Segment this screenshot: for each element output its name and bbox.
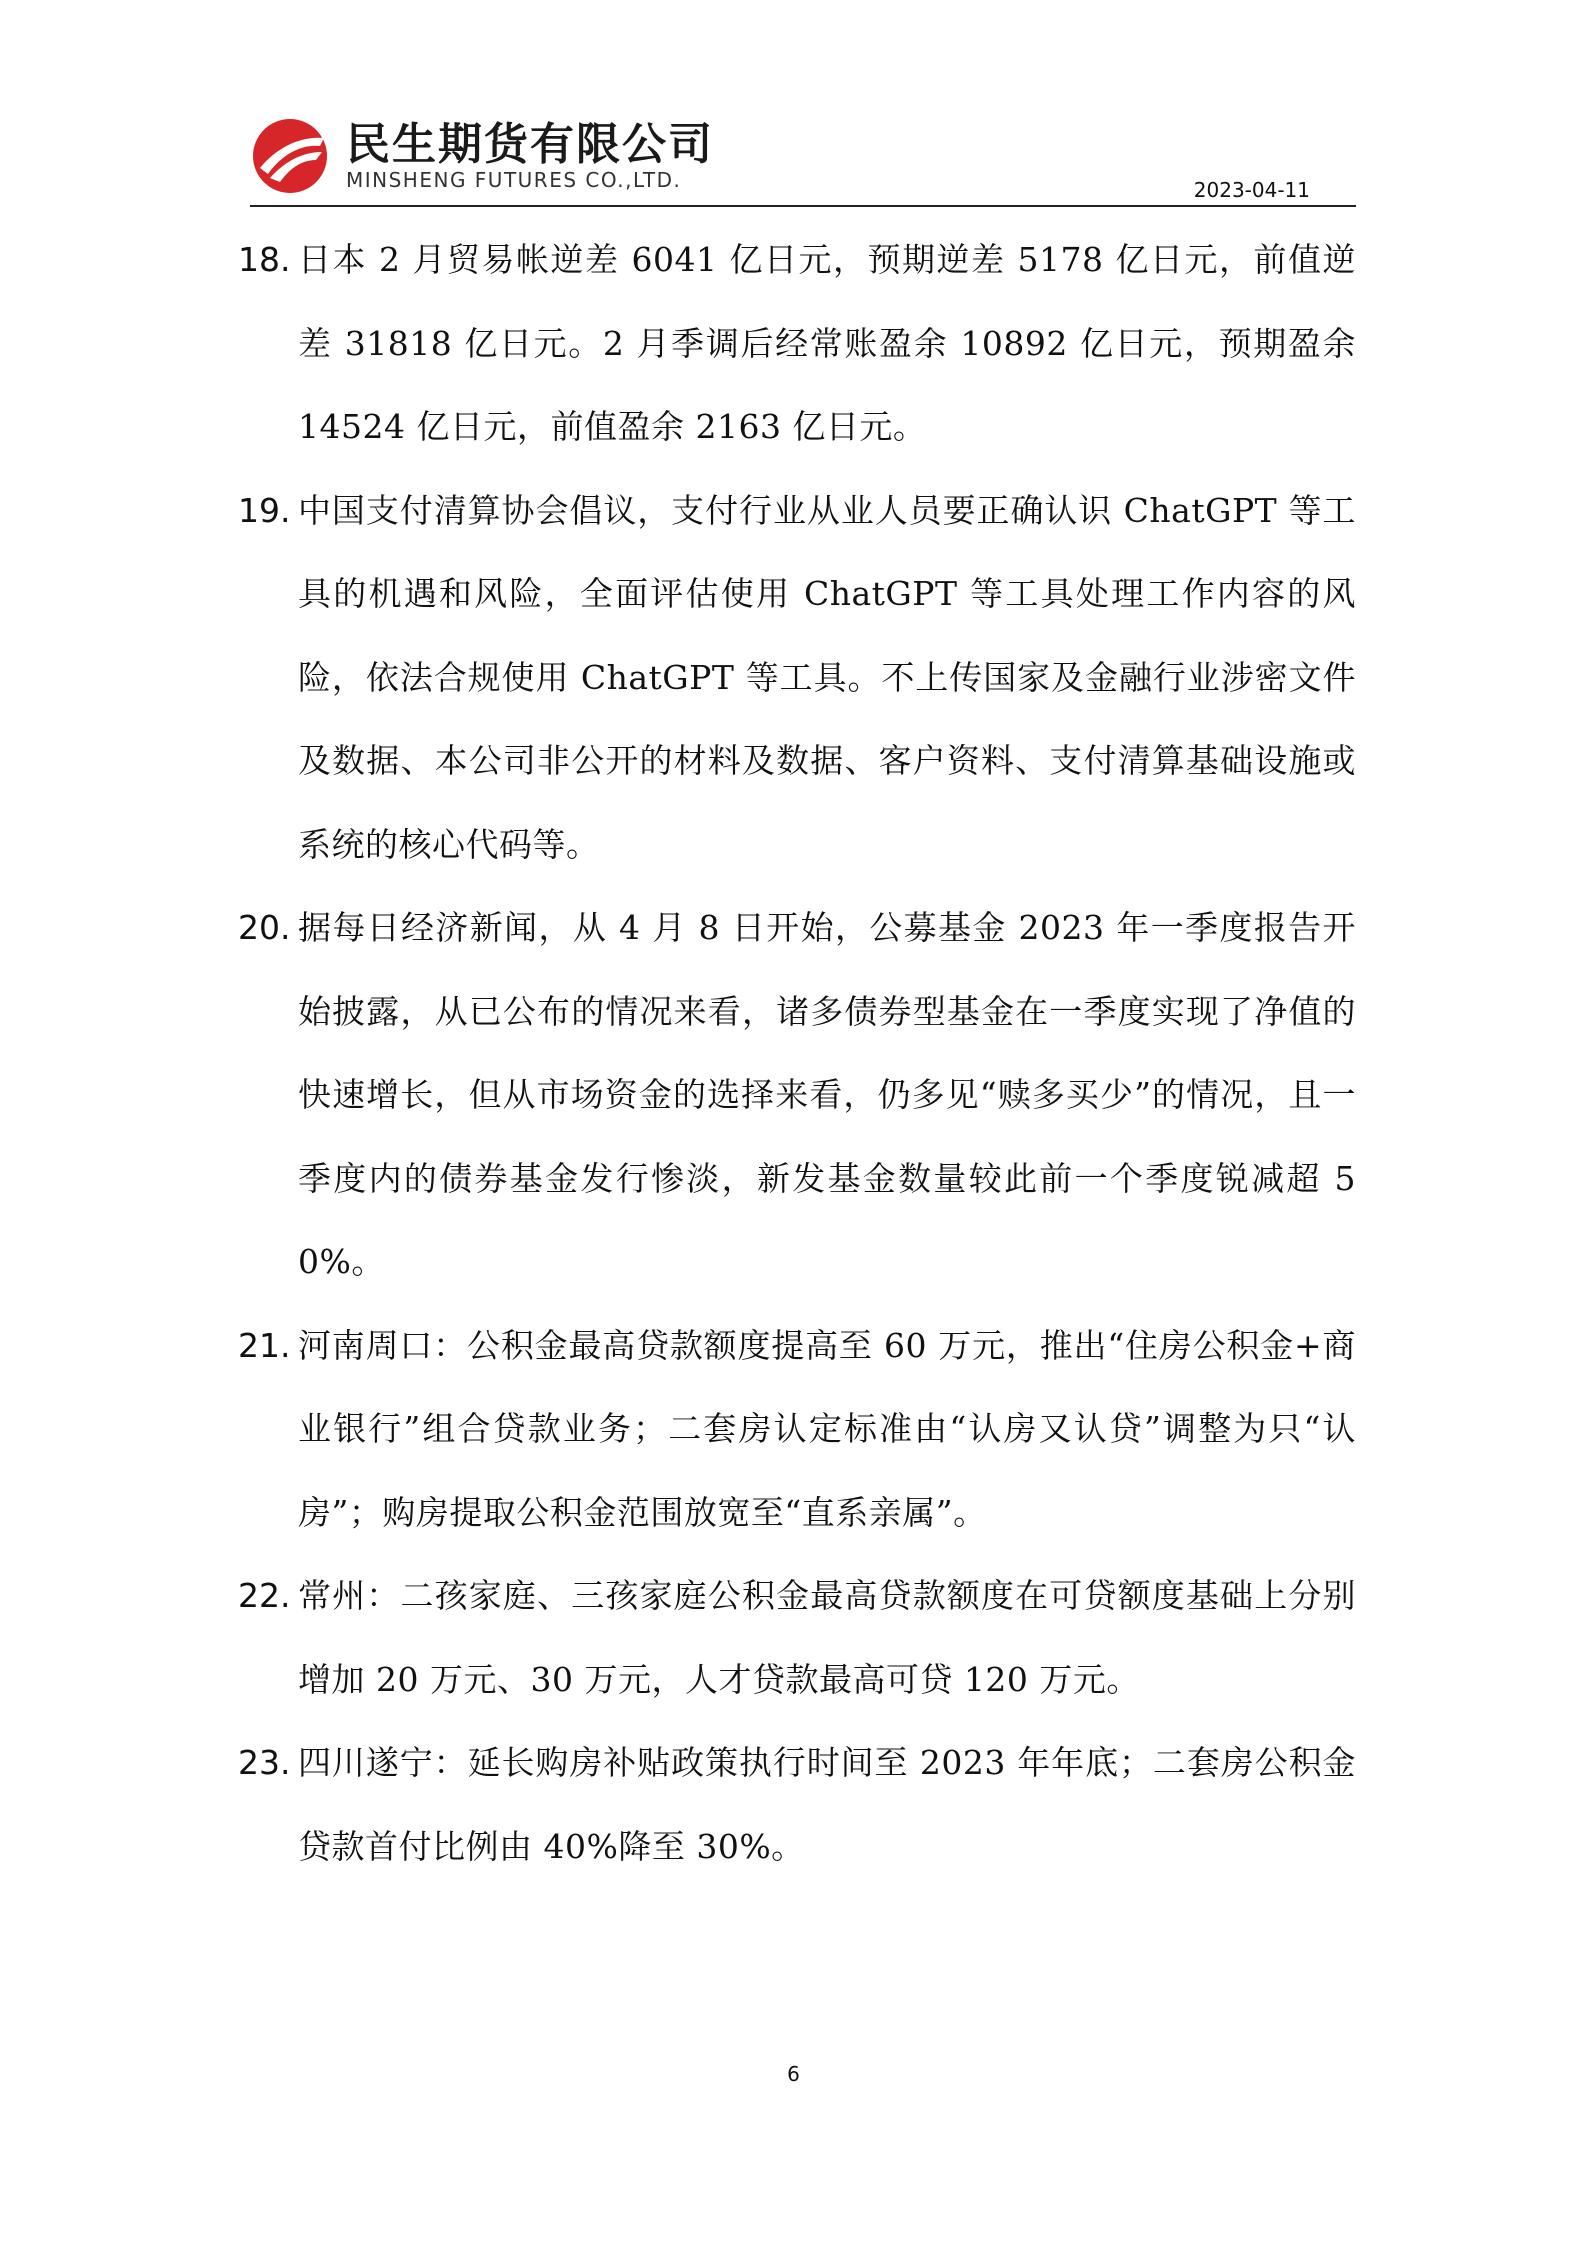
- company-name-cn: 民生期货有限公司: [346, 119, 714, 170]
- company-logo: [250, 108, 890, 200]
- company-name-en: MINSHENG FUTURES CO.,LTD.: [346, 168, 682, 192]
- item-text: 日本 2 月贸易帐逆差 6041 亿日元，预期逆差 5178 亿日元，前值逆差 31818 亿日元。2 月季调后经常账盈余 10892 亿日元，预期盈余 14524 亿日元，前值盈余 2163 亿日元。: [298, 240, 1356, 446]
- page-number: 6: [787, 2062, 800, 2086]
- news-item-22: [238, 1554, 1356, 1721]
- item-text: 中国支付清算协会倡议，支付行业从业人员要正确认识 ChatGPT 等工具的机遇和风险，全面评估使用 ChatGPT 等工具处理工作内容的风险，依法合规使用 ChatGPT 等工具。不上传国家及金融行业涉密文件及数据、本公司非公开的材料及数据、客户资料、支付清算基础设施或系统的核心代码等。: [298, 490, 1356, 864]
- news-item-23: [238, 1721, 1356, 1888]
- item-number: 18.: [238, 240, 291, 279]
- item-number: 22.: [238, 1576, 291, 1615]
- item-number: 23.: [238, 1743, 291, 1782]
- news-item-20: [238, 886, 1356, 1304]
- minsheng-logo-icon: [250, 116, 330, 196]
- news-item-21: [238, 1304, 1356, 1555]
- item-text: 河南周口：公积金最高贷款额度提高至 60 万元，推出“住房公积金+商业银行”组合贷款业务；二套房认定标准由“认房又认贷”调整为只“认房”；购房提取公积金范围放宽至“直系亲属”。: [298, 1325, 1356, 1532]
- item-text: 常州：二孩家庭、三孩家庭公积金最高贷款额度在可贷额度基础上分别增加 20 万元、30 万元，人才贷款最高可贷 120 万元。: [298, 1576, 1356, 1699]
- item-number: 19.: [238, 490, 291, 530]
- report-date: 2023-04-11: [1193, 178, 1310, 202]
- header-divider: [250, 205, 1356, 207]
- page-header: [250, 108, 1356, 208]
- news-item-19: [238, 469, 1356, 887]
- item-number: 20.: [238, 908, 291, 947]
- item-text: 据每日经济新闻，从 4 月 8 日开始，公募基金 2023 年一季度报告开始披露，从已公布的情况来看，诸多债券型基金在一季度实现了净值的快速增长，但从市场资金的选择来看，仍多见“赎多买少”的情况，且一季度内的债券基金发行惨淡，新发基金数量较此前一个季度锐减超 50%。: [298, 908, 1356, 1281]
- item-number: 21.: [238, 1325, 291, 1365]
- news-item-18: [238, 218, 1356, 469]
- item-text: 四川遂宁：延长购房补贴政策执行时间至 2023 年年底；二套房公积金贷款首付比例由 40%降至 30%。: [298, 1743, 1356, 1866]
- news-list: [238, 218, 1356, 1888]
